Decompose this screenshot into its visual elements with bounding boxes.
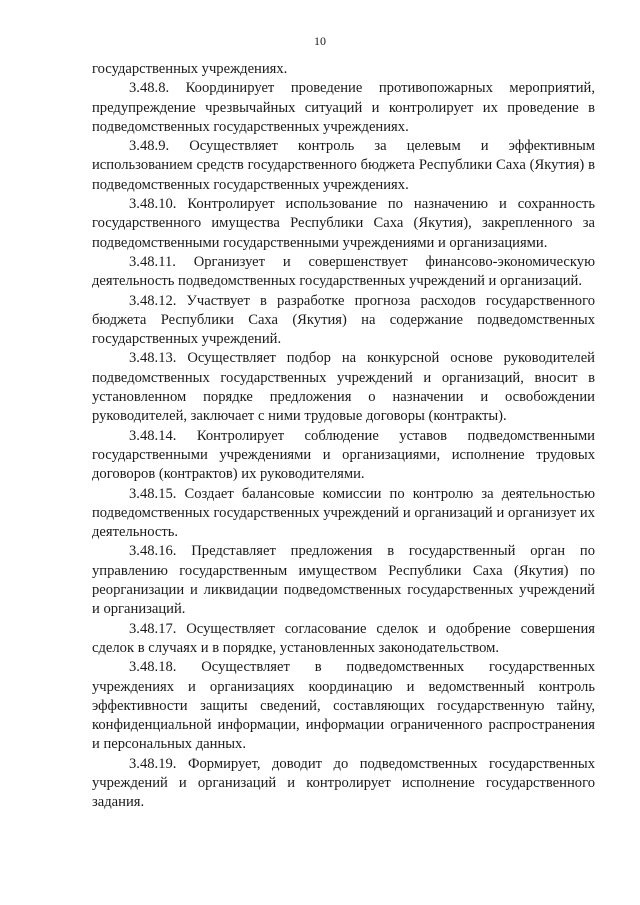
paragraph-3-48-17: 3.48.17. Осуществляет согласование сделок и одобрение совершения сделок в случаях и в порядке, установленных законодательством. bbox=[92, 620, 595, 656]
paragraph-3-48-11: 3.48.11. Организует и совершенствует финансово-экономическую деятельность подведомственных государственных учреждений и организаций. bbox=[92, 253, 595, 290]
paragraph-3-48-13: 3.48.13. Осуществляет подбор на конкурсной основе руководителей подведомственных государственных учреждений и организаций, вносит в установленном порядке предложения о назначении и освобождении руководителей, заключает с ними трудовые договоры (контракты). bbox=[92, 350, 595, 425]
paragraph-3-48-9: 3.48.9. Осуществляет контроль за целевым и эффективным использованием средств государственного бюджета Республики Саха (Якутия) в подведомственных государственных учреждениях. bbox=[92, 138, 595, 193]
paragraph-3-48-8: 3.48.8. Координирует проведение противопожарных мероприятий, предупреждение чрезвычайных ситуаций и контролирует их проведение в подведомственных государственных учреждениях. bbox=[92, 80, 595, 135]
page-number: 10 bbox=[314, 34, 326, 48]
paragraph-3-48-14: 3.48.14. Контролирует соблюдение уставов подведомственными государственными учреждениями и организациями, исполнение трудовых договоров (контрактов) их руководителями. bbox=[92, 427, 595, 483]
paragraph-3-48-19: 3.48.19. Формирует, доводит до подведомственных государственных учреждений и организаций и контролирует исполнение государственного задания. bbox=[92, 755, 595, 811]
paragraph-3-48-10: 3.48.10. Контролирует использование по назначению и сохранность государственного имущества Республики Саха (Якутия), закрепленного за подведомственными государственными учреждениями и организациями. bbox=[92, 196, 595, 251]
paragraph-3-48-15: 3.48.15. Создает балансовые комиссии по контролю за деятельностью подведомственных государственных учреждений и организаций и организует их деятельность. bbox=[92, 485, 595, 541]
paragraph-3-48-16: 3.48.16. Представляет предложения в государственный орган по управлению государственным имуществом Республики Саха (Якутия) по реорганизации и ликвидации подведомственных государственных учреждений и организаций. bbox=[92, 543, 595, 618]
document-body bbox=[92, 60, 595, 813]
paragraph-3-48-18: 3.48.18. Осуществляет в подведомственных государственных учреждениях и организациях координацию и ведомственный контроль эффективности защиты сведений, составляющих государственную тайну, конфиденциальной информации, информации ограниченного распространения и персональных данных. bbox=[92, 659, 595, 753]
paragraph-3-48-12: 3.48.12. Участвует в разработке прогноза расходов государственного бюджета Республики Саха (Якутия) на содержание подведомственных государственных учреждений. bbox=[92, 292, 595, 348]
paragraph-continuation: государственных учреждениях. bbox=[92, 61, 288, 77]
